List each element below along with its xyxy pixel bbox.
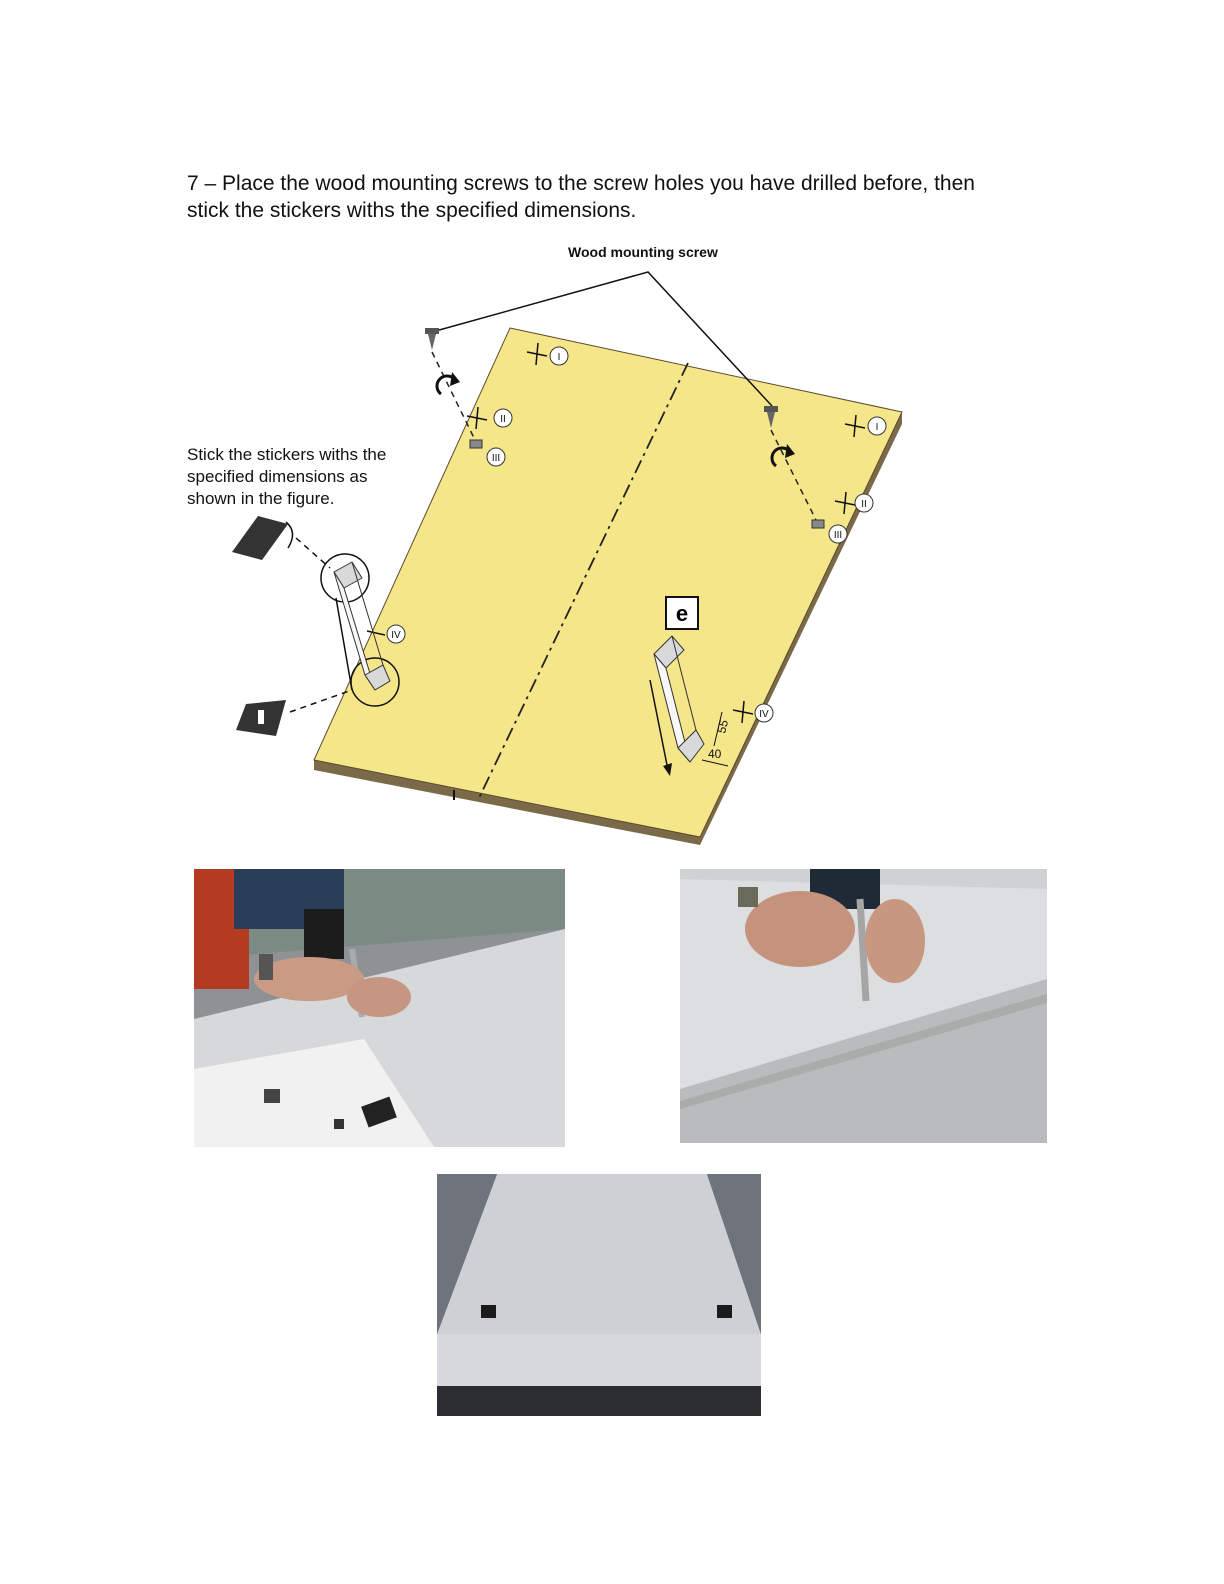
photo-drilling-close-up: [680, 869, 1047, 1143]
svg-text:III: III: [491, 453, 501, 464]
side-note: Stick the stickers withs the specified dimensions as shown in the figure.: [187, 445, 387, 508]
marker-2: [494, 409, 512, 427]
svg-text:IV: IV: [391, 630, 401, 641]
svg-text:e: e: [675, 601, 689, 626]
svg-text:I: I: [875, 422, 879, 433]
marker-4: [387, 625, 405, 643]
marker-3: [487, 448, 505, 466]
marker-1: [868, 417, 886, 435]
screw-icon: [425, 328, 439, 350]
svg-text:I: I: [557, 352, 561, 363]
marker-2: [855, 494, 873, 512]
dimension-40: 40: [708, 747, 722, 761]
dimension-55: 55: [714, 718, 732, 735]
panel-top: [314, 328, 902, 837]
svg-text:IV: IV: [759, 709, 769, 720]
svg-text:III: III: [833, 530, 843, 541]
callout-label: Wood mounting screw: [568, 244, 718, 260]
svg-text:II: II: [861, 499, 867, 510]
sticker-pad-icon: [232, 516, 288, 560]
instruction-line-2: stick the stickers withs the specified dimensions.: [187, 199, 637, 222]
marker-3: [829, 525, 847, 543]
marker-1: [550, 347, 568, 365]
photo-drilling-with-manual: [194, 869, 565, 1147]
instruction-line-1: 7 – Place the wood mounting screws to the screw holes you have drilled before, then: [187, 172, 975, 195]
part-e-label: [666, 597, 698, 629]
svg-text:II: II: [500, 414, 506, 425]
marker-4: [755, 704, 773, 722]
photo-panel-with-stickers: [437, 1174, 761, 1416]
